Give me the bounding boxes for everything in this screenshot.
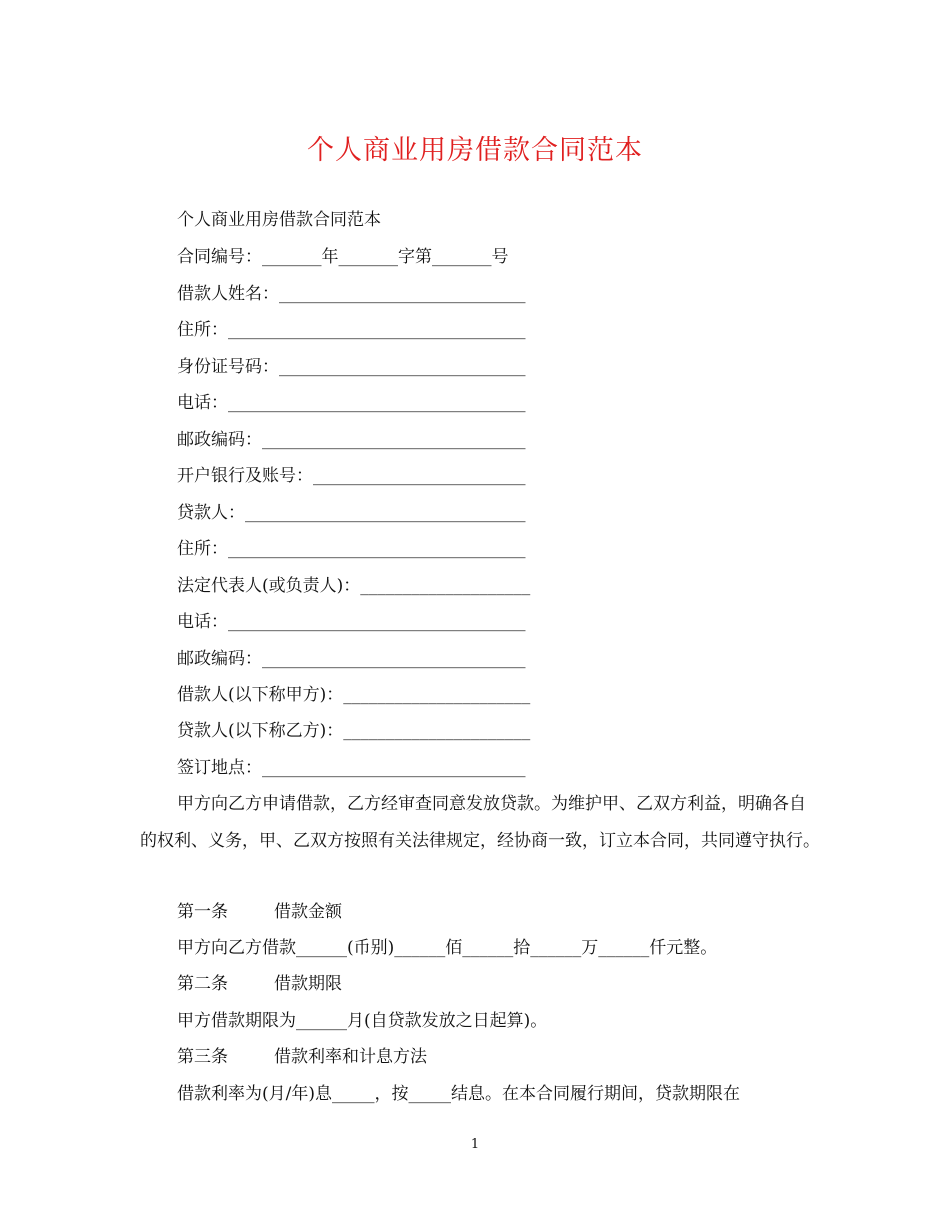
page-number: 1 bbox=[470, 1137, 480, 1152]
field-contract-number: 合同编号：_______年_______字第_______号 bbox=[177, 247, 509, 267]
field-id-number: 身份证号码：_____________________________ bbox=[177, 357, 526, 377]
article-2-heading bbox=[177, 972, 342, 996]
article-3-number: 第三条 bbox=[177, 1047, 228, 1067]
field-party-b: 贷款人(以下称乙方)：______________________ bbox=[177, 721, 531, 741]
field-lender-postcode: 邮政编码：_______________________________ bbox=[177, 649, 526, 669]
intro-paragraph bbox=[140, 786, 820, 859]
field-party-a: 借款人(以下称甲方)：______________________ bbox=[177, 685, 531, 705]
field-borrower-name: 借款人姓名：_____________________________ bbox=[177, 284, 526, 304]
article-3-title: 借款利率和计息方法 bbox=[274, 1047, 427, 1067]
field-borrower-address: 住所：___________________________________ bbox=[177, 320, 526, 340]
document-title: 个人商业用房借款合同范本 bbox=[307, 135, 643, 166]
article-2-number: 第二条 bbox=[177, 974, 228, 994]
field-bank-account: 开户银行及账号：_________________________ bbox=[177, 466, 526, 486]
article-1-title: 借款金额 bbox=[274, 902, 342, 922]
article-3-body: 借款利率为(月/年)息_____，按_____结息。在本合同履行期间，贷款期限在 bbox=[177, 1084, 740, 1104]
field-legal-representative: 法定代表人(或负责人)：____________________ bbox=[177, 576, 531, 596]
field-lender-phone: 电话：___________________________________ bbox=[177, 612, 526, 632]
field-borrower-postcode: 邮政编码：_______________________________ bbox=[177, 430, 526, 450]
intro-paragraph-text: 甲方向乙方申请借款，乙方经审查同意发放贷款。为维护甲、乙双方利益，明确各自的权利、义务，甲、乙双方按照有关法律规定，经协商一致，订立本合同，共同遵守执行。 bbox=[140, 794, 820, 851]
article-1-body: 甲方向乙方借款______(币别)______佰______拾______万______仟元整。 bbox=[177, 938, 718, 958]
field-signing-place: 签订地点：_______________________________ bbox=[177, 758, 526, 778]
article-1-number: 第一条 bbox=[177, 902, 228, 922]
article-2-body: 甲方借款期限为______月(自贷款发放之日起算)。 bbox=[177, 1011, 548, 1031]
article-3-heading bbox=[177, 1045, 427, 1069]
field-borrower-phone: 电话：___________________________________ bbox=[177, 393, 526, 413]
field-lender-address: 住所：___________________________________ bbox=[177, 539, 526, 559]
article-1-heading bbox=[177, 900, 342, 924]
field-lender: 贷款人：_________________________________ bbox=[177, 503, 526, 523]
article-2-title: 借款期限 bbox=[274, 974, 342, 994]
document-subtitle: 个人商业用房借款合同范本 bbox=[177, 210, 381, 230]
